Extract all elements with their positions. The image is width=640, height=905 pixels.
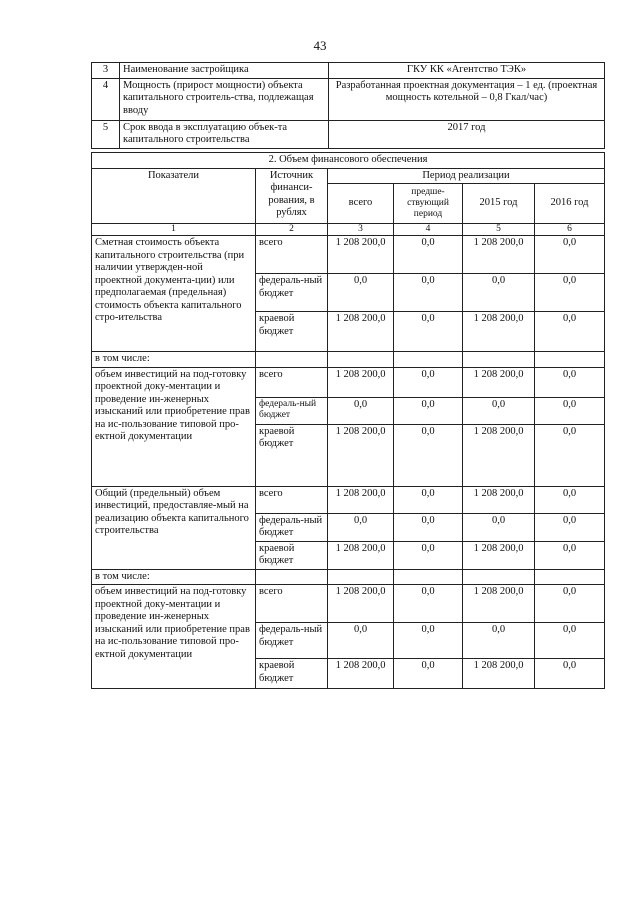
table-row: краевой бюджет 1 208 200,0 0,0 1 208 200,0 0,0 [92,312,605,352]
header-row: Показатели Источник финанси-рования, в рублях Период реализации [92,168,605,184]
table-row: федераль-ный бюджет 0,0 0,0 0,0 0,0 [92,513,605,541]
financing-table [91,152,605,689]
table-row: федераль-ный бюджет 0,0 0,0 0,0 0,0 [92,274,605,312]
column-number-row: 1 2 3 4 5 6 [92,224,605,236]
table-row: Сметная стоимость объекта капитального строительства (при наличии утвержден-ной проектной документа-ции) или предполагаемая (предельная) стоимость объекта капитального стро-ительства всего 1 208 200,0 0,0 1 208 200,0 0,0 [92,236,605,274]
table-row: 4 Мощность (прирост мощности) объекта капитального строитель-ства, подлежащая вводу Разработанная проектная документация – 1 ед. (проектная мощность котельной – 0,8 Гкал/час) [92,78,605,120]
table-row: федераль-ный бюджет 0,0 0,0 0,0 0,0 [92,623,605,659]
table-row: в том числе: [92,352,605,368]
table-row: Общий (предельный) объем инвестиций, предоставляе-мый на реализацию объекта капитального строительства всего 1 208 200,0 0,0 1 208 200,0 0,0 [92,486,605,513]
table-row: федераль-ный бюджет 0,0 0,0 0,0 0,0 [92,397,605,424]
table-row: 5 Срок ввода в эксплуатацию объек-та капитального строительства 2017 год [92,120,605,148]
table-row: 3 Наименование застройщика ГКУ КК «Агентство ТЭК» [92,63,605,79]
project-info-table [91,62,605,149]
table-row: краевой бюджет 1 208 200,0 0,0 1 208 200,0 0,0 [92,424,605,486]
table-row: объем инвестиций на под-готовку проектной доку-ментации и проведение ин-женерных изысканий или приобретение прав на ис-пользование типовой про-ектной документации всего 1 208 200,0 0,0 1 208 200,0 0,0 [92,367,605,397]
page-number: 43 [313,38,327,53]
table-row: объем инвестиций на под-готовку проектной доку-ментации и проведение ин-женерных изысканий или приобретение прав на ис-пользование типовой про-ектной документации всего 1 208 200,0 0,0 1 208 200,0 0,0 [92,585,605,623]
header-row: всего предше-ствующий период 2015 год 2016 год [92,184,605,224]
section-title-row [92,153,605,169]
table-row: в том числе: [92,569,605,585]
section-title: 2. Объем финансового обеспечения [92,153,605,169]
table-row: краевой бюджет 1 208 200,0 0,0 1 208 200,0 0,0 [92,659,605,689]
table-row: краевой бюджет 1 208 200,0 0,0 1 208 200,0 0,0 [92,541,605,569]
